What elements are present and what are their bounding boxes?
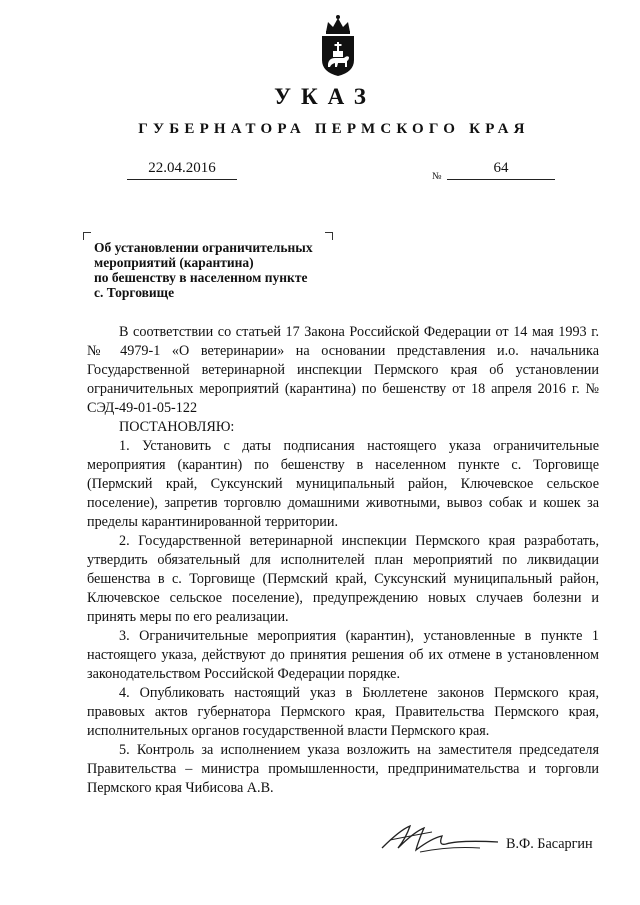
decree-word: ПОСТАНОВЛЯЮ: xyxy=(119,419,235,435)
document-title: УКАЗ xyxy=(274,84,376,109)
decree-item: 3. Ограничительные мероприятия (карантин), установленные в пункте 1 настоящего указа, действуют до принятия решения об их отмене в установленном законодательством Российской Федерации порядке. xyxy=(87,628,599,682)
subject-line: по бешенству в населенном пункте xyxy=(94,270,308,285)
subject-corner-left xyxy=(83,232,91,240)
preamble-paragraph: В соответствии со статьей 17 Закона Российской Федерации от 14 мая 1993 г. № 4979-1 «О ветеринарии» на основании представления и.о. начальника Государственной ветеринарной инспекции Пермского края об установлении ограничительных мероприятий (карантина) по бешенству от 18 апреля 2016 г. № СЭД-49-01-05-122 xyxy=(87,324,599,416)
handwritten-signature-icon xyxy=(380,818,500,858)
number-sign: № xyxy=(432,171,442,182)
document-issuer: ГУБЕРНАТОРА ПЕРМСКОГО КРАЯ xyxy=(138,121,530,137)
subject-block xyxy=(94,240,354,300)
subject-corner-right xyxy=(325,232,333,240)
subject-line: мероприятий (карантина) xyxy=(94,255,254,270)
decree-item: 4. Опубликовать настоящий указ в Бюллетене законов Пермского края, правовых актов губернатора Пермского края, Правительства Пермского края, исполнительных органов государственной власти Пермского края. xyxy=(87,685,599,739)
document-number: 64 xyxy=(447,160,555,180)
subject-line: Об установлении ограничительных xyxy=(94,240,313,255)
document-date: 22.04.2016 xyxy=(127,160,237,180)
decree-item: 2. Государственной ветеринарной инспекции Пермского края разработать, утвердить обязательный для исполнителей план мероприятий по ликвидации бешенства в с. Торговище (Пермский край, Суксунский муниципальный район, Ключевское сельское поселение), предупреждению новых случаев болезни и принять меры по его реализации. xyxy=(87,533,599,625)
document-body xyxy=(87,323,599,798)
signer-name: В.Ф. Басаргин xyxy=(506,836,593,852)
coat-of-arms-icon xyxy=(316,14,360,78)
subject-line: с. Торговище xyxy=(94,285,175,300)
decree-item: 1. Установить с даты подписания настоящего указа ограничительные мероприятия (карантин) по бешенству в населенном пункте с. Торговище (Пермский край, Суксунский муниципальный район, Ключевское сельское поселение), запретив торговлю домашними животными, вывоз собак и кошек за пределы карантинированной территории. xyxy=(87,438,599,530)
decree-item: 5. Контроль за исполнением указа возложить на заместителя председателя Правительства – министра промышленности, предпринимательства и торговли Пермского края Чибисова А.В. xyxy=(87,742,599,796)
